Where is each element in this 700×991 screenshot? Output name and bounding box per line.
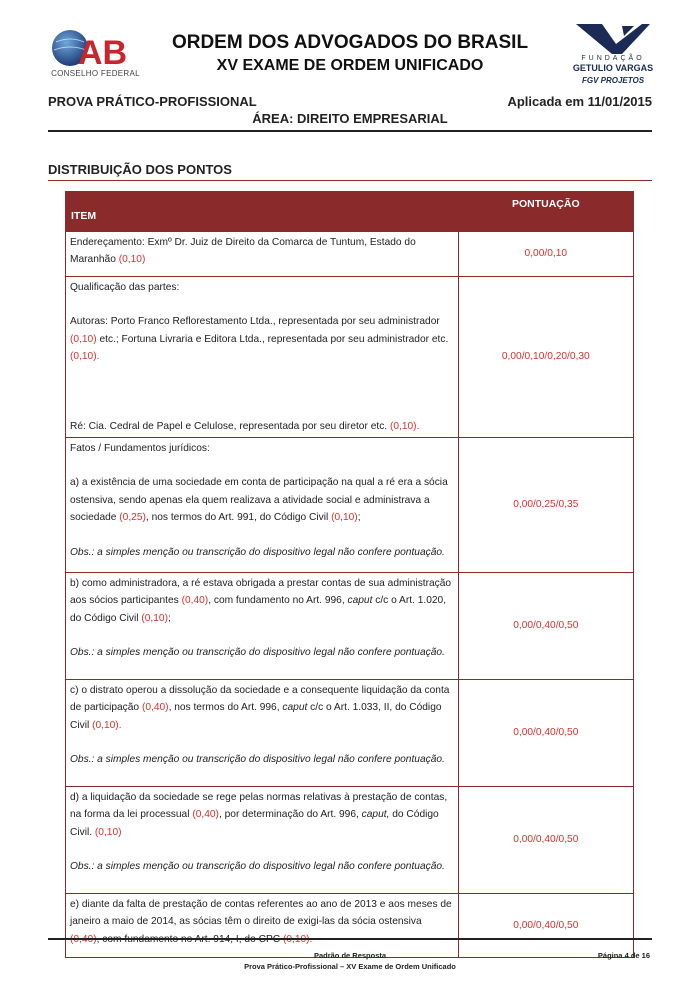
item-cell: e) diante da falta de prestação de contas referentes ao ano de 2013 e aos meses de janeiro a maio de 2014, as sócias têm o direito de exigi-las da sócia ostensiva	[66, 894, 459, 958]
points-cell: 0,00/0,40/0,50	[458, 787, 633, 894]
item-cell: Qualificação das partes: Autoras: Porto Franco Reflorestamento Ltda., representada por seu administrador (0,10) etc.; Fortuna Livraria e Editora Ltda., representada por seu administrador etc. (0,10). Ré: Cia. Cedral de Papel e Celulose, representada por seu diretor etc. (0,10).	[66, 277, 459, 438]
table-row	[66, 787, 634, 894]
item-cell: c) o distrato operou a dissolução da sociedade e a consequente liquidação da conta de participação (0,40), nos termos do Art. 996, caput c/c o Art. 1.033, II, do Código Civil (0,10). Obs.: a simples menção ou transcrição do dispositivo legal não confere pontuação.	[66, 680, 459, 787]
applied-date: Aplicada em 11/01/2015	[507, 94, 652, 109]
fgv-foundation-label: FUNDAÇÃO	[581, 55, 645, 62]
column-header-item: ITEM	[66, 192, 459, 232]
item-cell: b) como administradora, a ré estava obrigada a prestar contas de sua administração aos sócios participantes (0,40), com fundamento no Art. 996, caput c/c o Art. 1.020, do Código Civil (0,10); Obs.: a simples menção ou transcrição do dispositivo legal não confere pontuação.	[66, 573, 459, 680]
table-row	[66, 277, 634, 438]
points-cell: 0,00/0,10/0,20/0,30	[458, 277, 633, 438]
column-header-points: PONTUAÇÃO	[458, 192, 633, 232]
item-cell: d) a liquidação da sociedade se rege pelas normas relativas à prestação de contas, na forma da lei processual (0,40), por determinação do Art. 996, caput, do Código Civil. (0,10) Obs.: a simples menção ou transcrição do dispositivo legal não confere pontuação.	[66, 787, 459, 894]
points-cell: 0,00/0,40/0,50	[458, 680, 633, 787]
item-cell: Endereçamento: Exmº Dr. Juiz de Direito da Comarca de Tuntum, Estado do Maranhão (0,10)	[66, 232, 459, 277]
footer-subtitle: Prova Prático-Profissional – XV Exame de Ordem Unificado	[244, 962, 456, 971]
svg-text:AB: AB	[78, 34, 128, 72]
table-header-row	[66, 192, 634, 232]
fgv-name-label: GETULIO VARGAS	[572, 63, 654, 73]
points-cell: 0,00/0,10	[458, 232, 633, 277]
points-cell: 0,00/0,40/0,50	[458, 894, 633, 958]
footer-title: Padrão de Resposta	[313, 951, 387, 960]
oab-caption: CONSELHO FEDERAL	[51, 69, 140, 78]
table-row	[66, 438, 634, 573]
section-title: DISTRIBUIÇÃO DOS PONTOS	[48, 162, 232, 177]
points-cell: 0,00/0,40/0,50	[458, 573, 633, 680]
fgv-logo	[572, 20, 652, 56]
header-subtitle: XV EXAME DE ORDEM UNIFICADO	[216, 57, 484, 74]
header-title: ORDEM DOS ADVOGADOS DO BRASIL	[171, 32, 529, 53]
item-cell: Fatos / Fundamentos jurídicos: a) a existência de uma sociedade em conta de participação na qual a ré era a sócia ostensiva, sendo apenas ela quem realizava a atividade social e administrava a sociedade (0,25), nos termos do Art. 991, do Código Civil (0,10); Obs.: a simples menção ou transcrição do dispositivo legal não confere pontuação.	[66, 438, 459, 573]
table-row	[66, 894, 634, 958]
header-divider	[48, 130, 652, 132]
page-number: Página 4 de 16	[597, 951, 650, 960]
table-row	[66, 680, 634, 787]
points-table	[65, 191, 634, 958]
footer-divider	[48, 938, 652, 940]
fgv-projetos-label: FGV PROJETOS	[581, 76, 645, 85]
table-row	[66, 573, 634, 680]
exam-area: ÁREA: DIREITO EMPRESARIAL	[252, 111, 448, 126]
points-cell: 0,00/0,25/0,35	[458, 438, 633, 573]
table-row	[66, 232, 634, 277]
exam-type: PROVA PRÁTICO-PROFISSIONAL	[48, 94, 257, 109]
section-divider	[48, 180, 652, 181]
